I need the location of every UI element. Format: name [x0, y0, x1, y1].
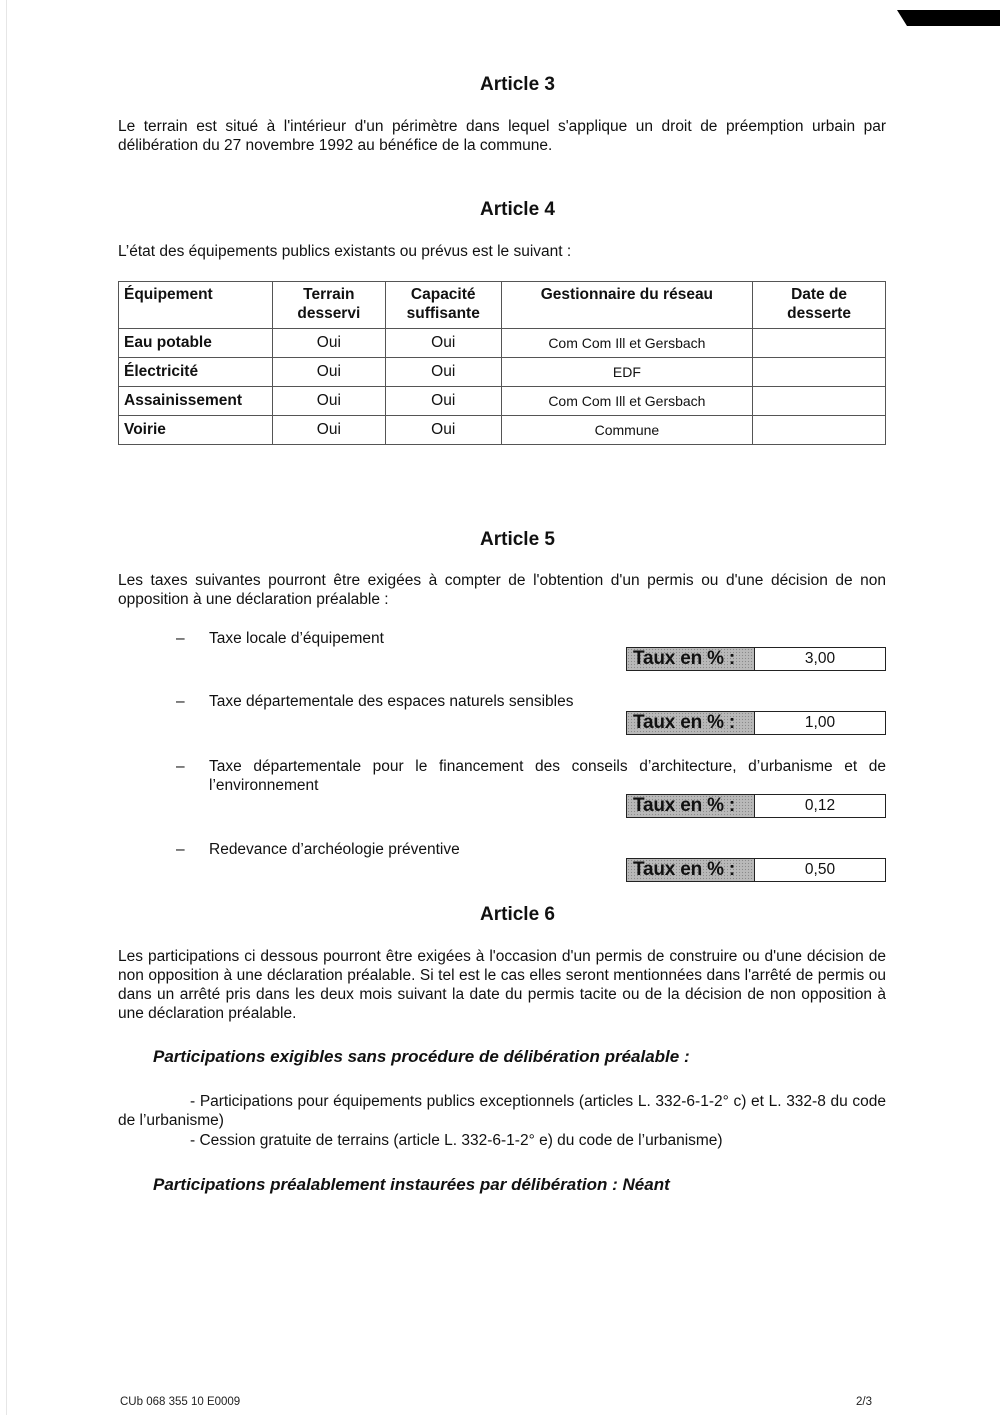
- tax-name: Taxe locale d’équipement: [209, 630, 384, 647]
- header-capacite-label: Capacité suffisante: [406, 286, 480, 322]
- header-capacite: [385, 282, 501, 329]
- cell-equipement: Eau potable: [119, 329, 273, 358]
- cell-gestionnaire: EDF: [501, 358, 752, 387]
- cell-terrain: Oui: [272, 416, 385, 445]
- cell-capacite: Oui: [385, 416, 501, 445]
- table-row: [119, 387, 886, 416]
- footer-reference: CUb 068 355 10 E0009: [120, 1396, 241, 1408]
- list-dash: –: [176, 630, 185, 647]
- article-5-title: Article 5: [480, 529, 555, 550]
- header-date-label: Date de desserte: [787, 286, 851, 322]
- cell-gestionnaire: Com Com Ill et Gersbach: [501, 329, 752, 358]
- cell-terrain: Oui: [272, 387, 385, 416]
- list-dash: –: [176, 841, 185, 858]
- rate-value: 0,12: [804, 797, 836, 814]
- cell-equipement: Électricité: [119, 358, 273, 387]
- table-row: [119, 416, 886, 445]
- cell-capacite: Oui: [385, 358, 501, 387]
- rate-label: Taux en % :: [627, 859, 755, 881]
- table-row: [119, 358, 886, 387]
- rate-label: Taux en % :: [627, 648, 755, 670]
- header-date: [753, 282, 886, 329]
- rate-label: Taux en % :: [627, 795, 755, 817]
- rate-box: [626, 647, 886, 671]
- article-6-title: Article 6: [480, 904, 555, 925]
- cell-gestionnaire: Com Com Ill et Gersbach: [501, 387, 752, 416]
- subheading-prior-deliberation: Participations préalablement instaurées par délibération : Néant: [153, 1175, 670, 1194]
- article-6-intro: Les participations ci dessous pourront être exigées à l'occasion d'un permis de construire ou d'une décision de non opposition à une déclaration préalable. Si tel est le cas elles seront mentionnées dans l'arrêté de permis ou dans un arrêté pris dans les deux mois suivant la date du permis tacite ou de la décision de non opposition à une déclaration préalable.: [118, 948, 886, 1022]
- header-terrain-label: Terrain desservi: [297, 286, 361, 322]
- rate-value: 0,50: [804, 861, 836, 878]
- article-3-title: Article 3: [480, 74, 555, 95]
- list-dash: –: [176, 758, 185, 775]
- participation-item: - Cession gratuite de terrains (article L. 332-6-1-2° e) du code de l’urbanisme): [190, 1132, 723, 1149]
- rate-label: Taux en % :: [627, 712, 755, 734]
- list-dash: –: [176, 693, 185, 710]
- cell-capacite: Oui: [385, 329, 501, 358]
- article-5-intro: Les taxes suivantes pourront être exigées à compter de l'obtention d'un permis ou d'une décision de non opposition à une déclaration préalable :: [118, 572, 886, 608]
- equipment-table: [118, 281, 886, 445]
- table-row: [119, 329, 886, 358]
- tax-name: Taxe départementale des espaces naturels sensibles: [209, 693, 574, 710]
- cell-gestionnaire: Commune: [501, 416, 752, 445]
- cell-equipement: Voirie: [119, 416, 273, 445]
- rate-value: 1,00: [804, 714, 836, 731]
- header-gestionnaire: Gestionnaire du réseau: [501, 282, 752, 329]
- subheading-without-deliberation: Participations exigibles sans procédure de délibération préalable :: [153, 1047, 690, 1066]
- cell-date: [753, 329, 886, 358]
- cell-capacite: Oui: [385, 387, 501, 416]
- footer-page-number: 2/3: [856, 1396, 872, 1408]
- article-3-text: Le terrain est situé à l'intérieur d'un périmètre dans lequel s'applique un droit de préemption urbain par délibération du 27 novembre 1992 au bénéfice de la commune.: [118, 118, 886, 154]
- tax-name: Taxe départementale pour le financement des conseils d’architecture, d’urbanisme et de l’environnement: [209, 758, 886, 794]
- article-4-intro: L’état des équipements publics existants ou prévus est le suivant :: [118, 243, 572, 260]
- header-terrain: [272, 282, 385, 329]
- cell-terrain: Oui: [272, 329, 385, 358]
- table-header-row: [119, 282, 886, 329]
- cell-date: [753, 416, 886, 445]
- rate-value: 3,00: [804, 650, 836, 667]
- cell-equipement: Assainissement: [119, 387, 273, 416]
- rate-box: [626, 794, 886, 818]
- article-4-title: Article 4: [480, 199, 555, 220]
- header-equipement: Équipement: [119, 282, 273, 329]
- tax-name: Redevance d’archéologie préventive: [209, 841, 460, 858]
- page-corner-mark: [897, 10, 1000, 26]
- participation-item: - Participations pour équipements publics exceptionnels (articles L. 332-6-1-2° c) et L. 332-8 du code de l’urbanisme): [118, 1093, 886, 1129]
- rate-box: [626, 858, 886, 882]
- rate-box: [626, 711, 886, 735]
- cell-date: [753, 358, 886, 387]
- cell-date: [753, 387, 886, 416]
- cell-terrain: Oui: [272, 358, 385, 387]
